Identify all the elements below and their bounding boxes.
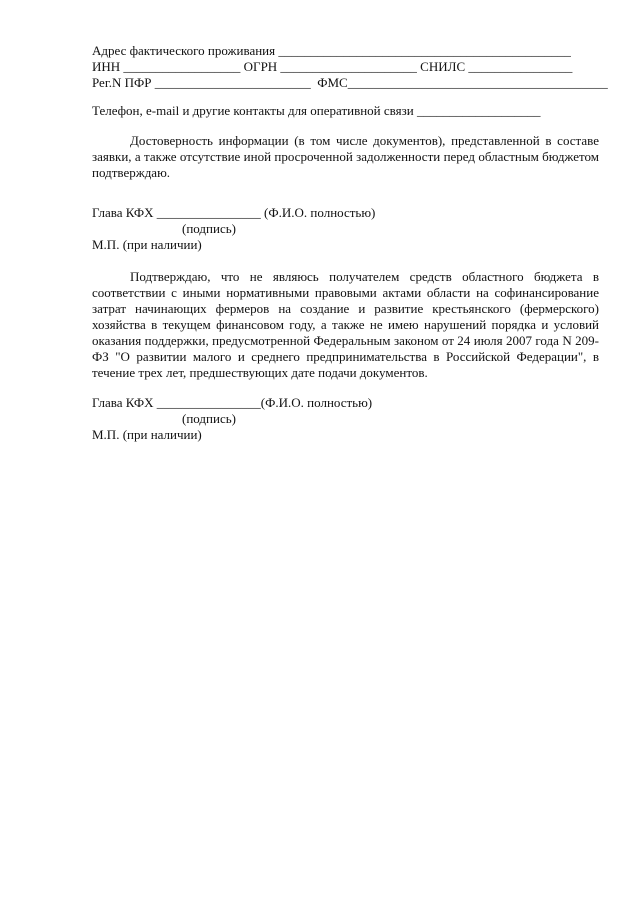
signature1-sign-label: (подпись)	[182, 221, 236, 236]
reliability-paragraph: Достоверность информации (в том числе документов), представленной в составе заявки, а также отсутствие иной просроченной задолженности перед областным бюджетом подтверждаю.	[92, 133, 599, 180]
address-line: Адрес фактического проживания _____________________________________________	[92, 43, 571, 58]
contacts-line: Телефон, e-mail и другие контакты для оперативной связи ___________________	[92, 103, 541, 118]
signature1-seal: М.П. (при наличии)	[92, 237, 202, 252]
confirmation-paragraph: Подтверждаю, что не являюсь получателем средств областного бюджета в соответствии с иными нормативными правовыми актами области на софинансирование затрат начинающих фермеров на создание и развитие крестьянского (фермерского) хозяйства в текущем финансовом году, а также не имею нарушений порядка и условий оказания поддержки, предусмотренной Федеральным законом от 24 июля 2007 года N 209-ФЗ "О развитии малого и среднего предпринимательства в Российской Федерации", в течение трех лет, предшествующих дате подачи документов.	[92, 269, 599, 380]
document-body	[92, 43, 608, 443]
pfr-fms-line: Рег.N ПФР ________________________ ФМС________________________________________	[92, 75, 608, 90]
signature2-seal: М.П. (при наличии)	[92, 427, 202, 442]
signature1-head: Глава КФХ ________________ (Ф.И.О. полностью)	[92, 205, 376, 220]
signature2-head: Глава КФХ ________________(Ф.И.О. полностью)	[92, 395, 373, 410]
signature2-sign-label: (подпись)	[182, 411, 236, 426]
inn-ogrn-snils-line: ИНН __________________ ОГРН _____________________ СНИЛС ________________	[92, 59, 573, 74]
